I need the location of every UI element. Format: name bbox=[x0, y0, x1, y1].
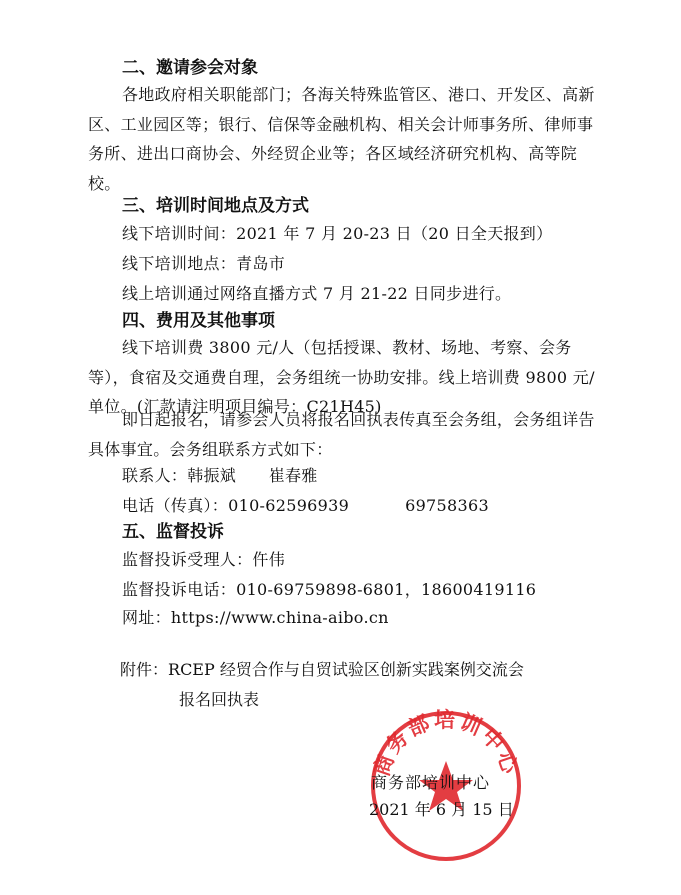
complaint-phone-line: 监督投诉电话：010-69759898-6801，18600419116 bbox=[122, 580, 537, 599]
seal-text: 商务部培训中心 bbox=[369, 708, 523, 780]
phone-number-1: 010-62596939 bbox=[228, 496, 350, 515]
invitees-paragraph: 各地政府相关职能部门；各海关特殊监管区、港口、开发区、高新区、工业园区等；银行、信保等金融机构、相关会计师事务所、律师事务所、进出口商协会、外经贸企业等；各区域经济研究机构、高等院校。 bbox=[88, 85, 595, 193]
attachment-title: RCEP 经贸合作与自贸试验区创新实践案例交流会 bbox=[168, 660, 524, 679]
phone-line bbox=[122, 496, 489, 516]
registration-paragraph: 即日起报名，请参会人员将报名回执表传真至会务组，会务组详告具体事宜。会务组联系方式如下： bbox=[88, 410, 595, 459]
phone-label: 电话（传真）： bbox=[122, 496, 229, 515]
phone-number-2: 69758363 bbox=[405, 496, 489, 515]
section-heading-complaints: 五、监督投诉 bbox=[122, 522, 224, 542]
offline-time-line: 线下培训时间：2021 年 7 月 20-23 日（20 日全天报到） bbox=[122, 224, 553, 243]
attachment-line-1 bbox=[120, 655, 600, 685]
complaint-person-line: 监督投诉受理人：仵伟 bbox=[122, 550, 286, 569]
attachment-line-2: 报名回执表 bbox=[179, 690, 260, 709]
signature-date: 2021 年 6 月 15 日 bbox=[369, 800, 514, 819]
fee-paragraph: 线下培训费 3800 元/人（包括授课、教材、场地、考察、会务等），食宿及交通费自理，会务组统一协助安排。线上培训费 9800 元/单位。(汇款请注明项目编号：C21H45) bbox=[88, 338, 595, 416]
offline-place-line: 线下培训地点：青岛市 bbox=[122, 254, 286, 273]
section-heading-time-place: 三、培训时间地点及方式 bbox=[122, 196, 309, 216]
website-line[interactable]: 网址：https://www.china-aibo.cn bbox=[122, 608, 389, 627]
signature-org: 商务部培训中心 bbox=[371, 773, 491, 792]
attachment-label: 附件： bbox=[120, 660, 169, 679]
online-training-line: 线上培训通过网络直播方式 7 月 21-22 日同步进行。 bbox=[122, 284, 512, 303]
contact-line bbox=[122, 466, 318, 486]
section-heading-fees: 四、费用及其他事项 bbox=[122, 311, 275, 331]
contact-label: 联系人： bbox=[122, 466, 188, 485]
contact-names: 韩振斌 崔春雅 bbox=[187, 466, 318, 485]
section-heading-invitees: 二、邀请参会对象 bbox=[122, 58, 258, 78]
